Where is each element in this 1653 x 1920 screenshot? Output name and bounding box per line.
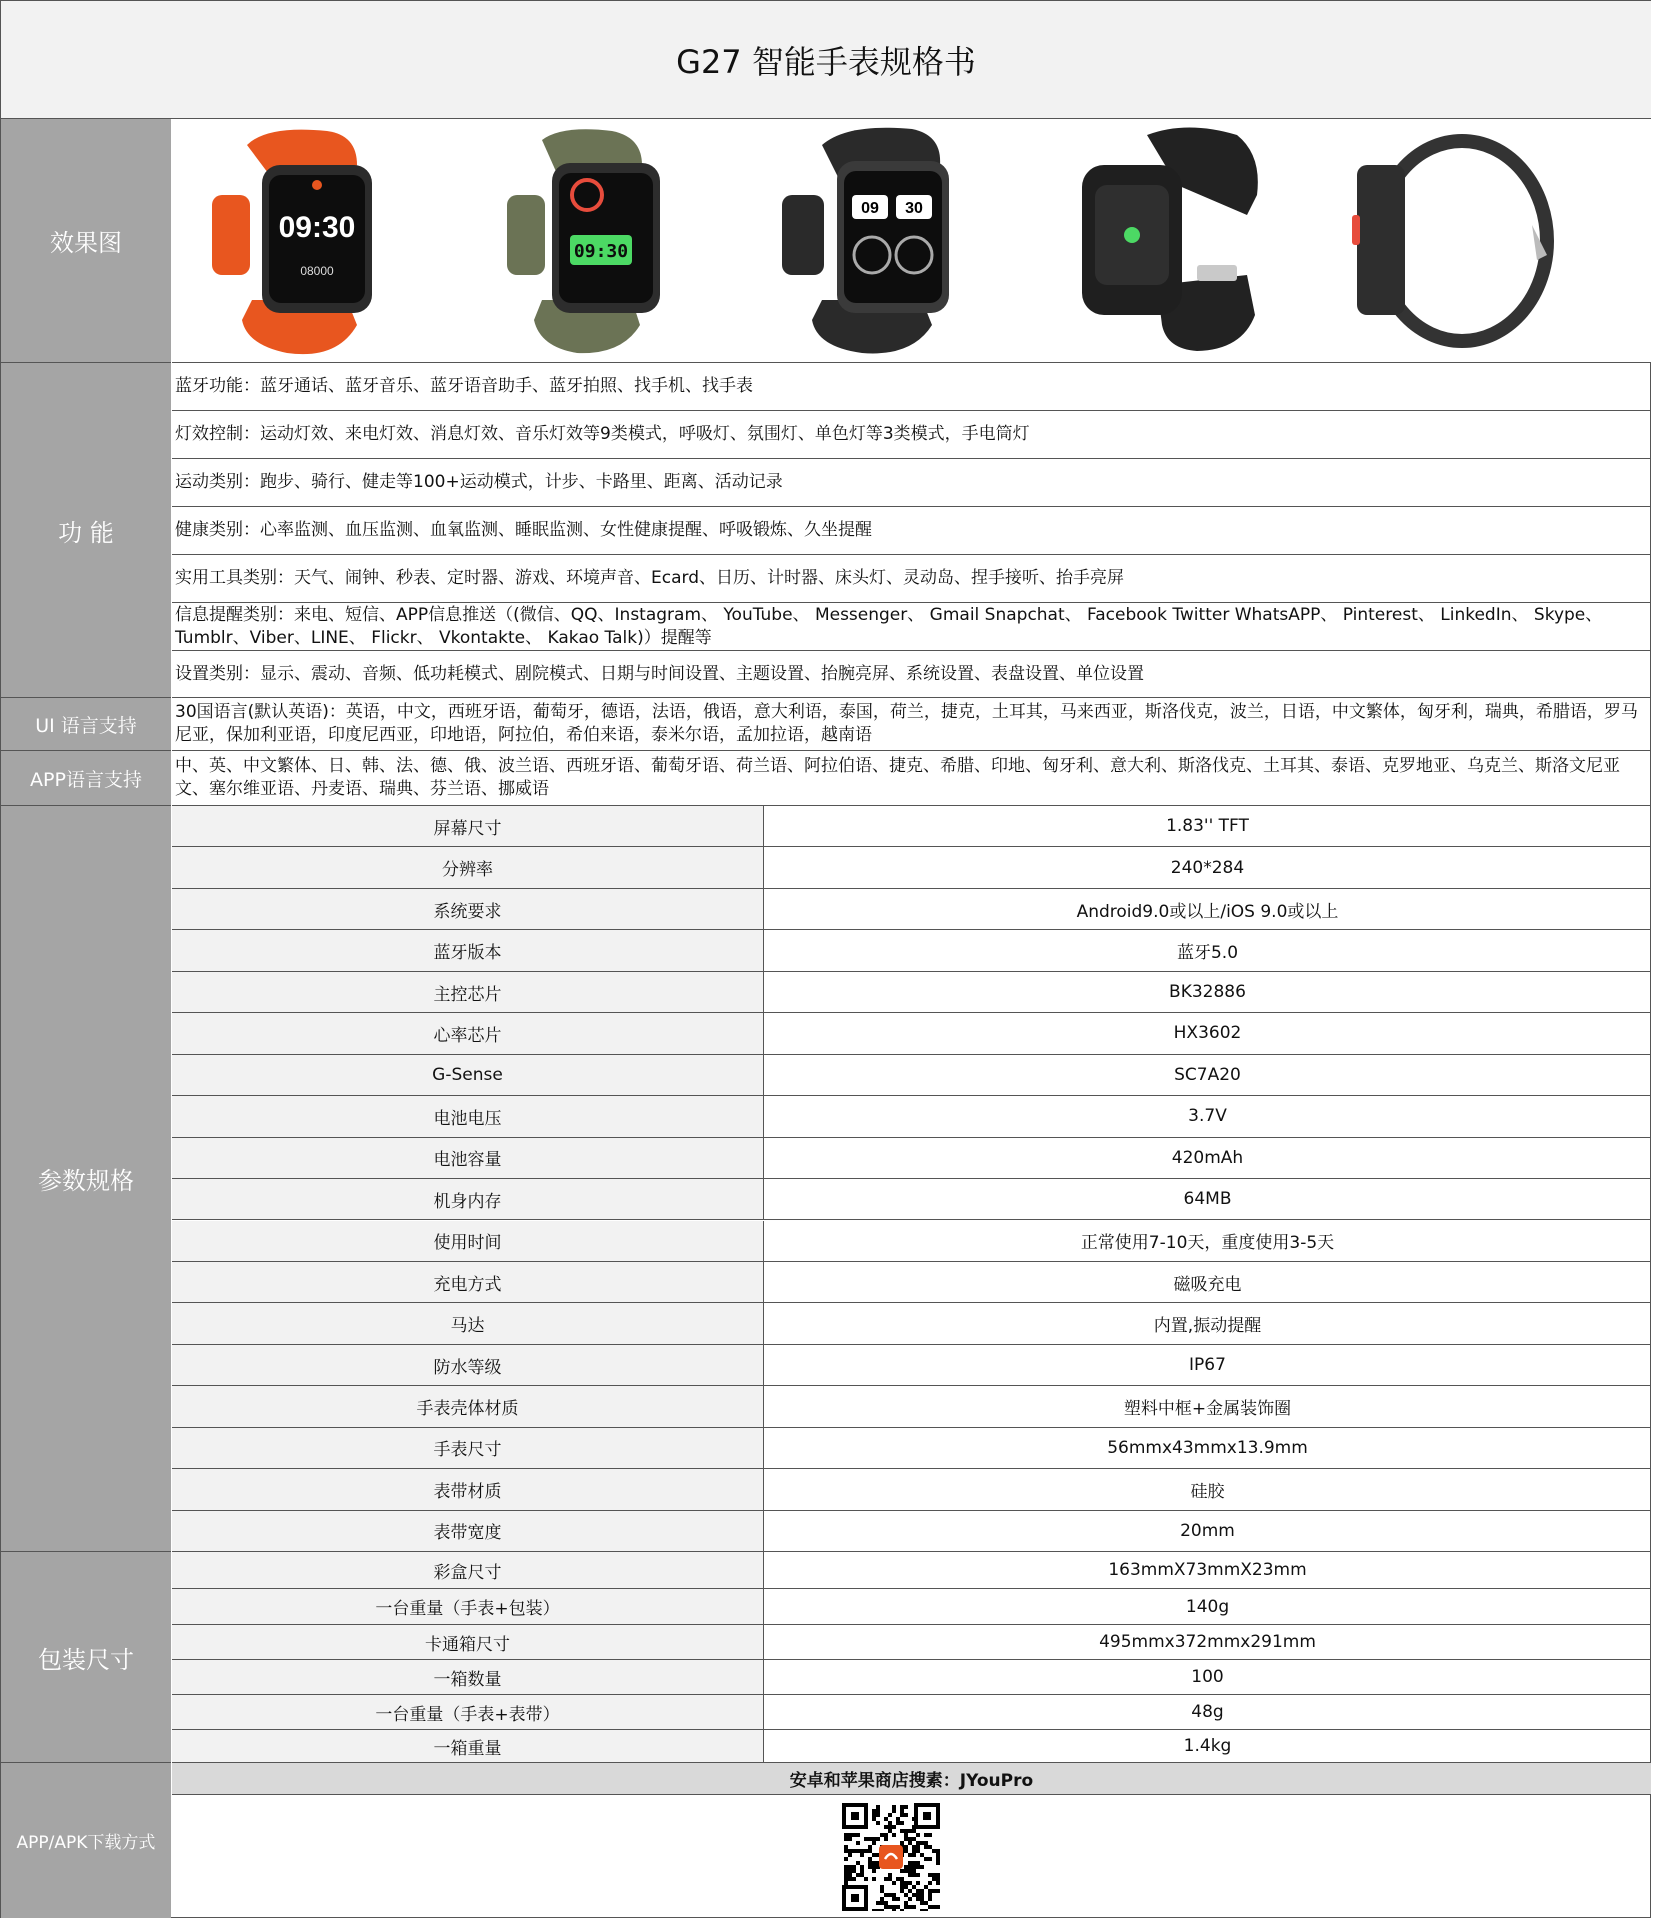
param-key: 表带材质 — [172, 1469, 764, 1509]
param-key: 机身内存 — [172, 1179, 764, 1219]
packing-key: 一箱数量 — [172, 1660, 764, 1694]
param-key: 表带宽度 — [172, 1511, 764, 1551]
param-row — [172, 930, 1651, 971]
section-label-params: 参数规格 — [1, 806, 171, 1552]
param-key: 心率芯片 — [172, 1013, 764, 1053]
packing-value: 163mmX73mmX23mm — [1108, 1560, 1307, 1580]
param-row — [172, 1221, 1651, 1262]
param-key: 电池容量 — [172, 1138, 764, 1178]
param-value: 240*284 — [1170, 857, 1245, 878]
param-row — [172, 1386, 1651, 1427]
param-value: 磁吸充电 — [1173, 1274, 1242, 1295]
param-row — [172, 1511, 1651, 1552]
packing-value: 48g — [1191, 1702, 1224, 1722]
packing-value: 100 — [1191, 1667, 1224, 1687]
function-health: 健康类别：心率监测、血压监测、血氧监测、睡眠监测、女性健康提醒、呼吸锻炼、久坐提醒 — [172, 507, 1651, 555]
packing-value: 1.4kg — [1183, 1736, 1232, 1756]
param-value: HX3602 — [1173, 1023, 1242, 1044]
packing-row — [172, 1730, 1651, 1763]
function-sports: 运动类别：跑步、骑行、健走等100+运动模式，计步、卡路里、距离、活动记录 — [172, 459, 1651, 507]
section-label-ui-language: UI 语言支持 — [1, 698, 171, 751]
function-notifications: 信息提醒类别：来电、短信、APP信息推送（(微信、QQ、Instagram、 YouTube、 Messenger、 Gmail Snapchat、 Facebook Twitter WhatsAPP、 Pinterest、 LinkedIn、 Skype、Tumblr、Viber、LINE、 Flickr、 Vkontakte、 Kakao Talk)）提醒等 — [172, 603, 1651, 651]
packing-row — [172, 1625, 1651, 1660]
watch-image-back — [1077, 125, 1277, 357]
section-label-effect: 效果图 — [1, 119, 171, 363]
param-value: 塑料中框+金属装饰圈 — [1123, 1399, 1292, 1420]
param-key: 蓝牙版本 — [172, 930, 764, 970]
param-row — [172, 1428, 1651, 1469]
watch-image-olive — [492, 125, 692, 357]
param-row — [172, 1096, 1651, 1137]
param-key: 马达 — [172, 1303, 764, 1343]
param-value: 内置,振动提醒 — [1153, 1316, 1262, 1337]
page-title: G27 智能手表规格书 — [1, 1, 1651, 119]
packing-row — [172, 1589, 1651, 1625]
app-logo-icon — [879, 1845, 903, 1869]
packing-value: 140g — [1185, 1596, 1230, 1617]
param-key: 使用时间 — [172, 1221, 764, 1261]
function-settings: 设置类别：显示、震动、音频、低功耗模式、剧院模式、日期与时间设置、主题设置、抬腕亮屏、系统设置、表盘设置、单位设置 — [172, 651, 1651, 698]
param-row — [172, 972, 1651, 1013]
param-value: BK32886 — [1169, 982, 1246, 1003]
packing-key: 卡通箱尺寸 — [172, 1625, 764, 1659]
function-lighting: 灯效控制：运动灯效、来电灯效、消息灯效、音乐灯效等9类模式，呼吸灯、氛围灯、单色灯等3类模式，手电筒灯 — [172, 411, 1651, 459]
param-value: Android9.0或以上/iOS 9.0或以上 — [1076, 901, 1339, 922]
param-key: 分辨率 — [172, 847, 764, 887]
param-key: G-Sense — [172, 1055, 764, 1095]
packing-key: 一台重量（手表+包装） — [172, 1589, 764, 1624]
svg-text:09: 09 — [861, 200, 879, 217]
param-key: 系统要求 — [172, 889, 764, 929]
param-row — [172, 1055, 1651, 1096]
packing-value: 495mmx372mmx291mm — [1099, 1632, 1316, 1652]
param-key: 充电方式 — [172, 1262, 764, 1302]
section-label-packing: 包装尺寸 — [1, 1552, 171, 1763]
param-key: 电池电压 — [172, 1096, 764, 1136]
param-value: 56mmx43mmx13.9mm — [1107, 1437, 1308, 1458]
param-value: IP67 — [1189, 1355, 1226, 1376]
param-value: 64MB — [1183, 1189, 1232, 1210]
watch-image-side — [1352, 125, 1562, 357]
section-label-functions: 功 能 — [1, 363, 171, 698]
packing-row — [172, 1660, 1651, 1695]
svg-text:09:30: 09:30 — [278, 211, 356, 244]
param-value: 硅胶 — [1190, 1481, 1225, 1502]
store-search-text: 安卓和苹果商店搜素：JYouPro — [172, 1763, 1651, 1795]
param-value: SC7A20 — [1174, 1064, 1241, 1085]
product-images — [172, 119, 1651, 363]
param-row — [172, 889, 1651, 930]
section-label-app-language: APP语言支持 — [1, 751, 171, 806]
param-row — [172, 806, 1651, 847]
param-row — [172, 1179, 1651, 1220]
function-bluetooth: 蓝牙功能：蓝牙通话、蓝牙音乐、蓝牙语音助手、蓝牙拍照、找手机、找手表 — [172, 363, 1651, 411]
packing-key: 一箱重量 — [172, 1730, 764, 1762]
param-value: 正常使用7-10天，重度使用3-5天 — [1080, 1233, 1335, 1254]
packing-row — [172, 1695, 1651, 1730]
param-key: 主控芯片 — [172, 972, 764, 1012]
svg-text:08000: 08000 — [300, 264, 334, 278]
watch-image-orange — [207, 125, 407, 357]
param-row — [172, 847, 1651, 888]
param-value: 20mm — [1180, 1520, 1235, 1541]
param-key: 防水等级 — [172, 1345, 764, 1385]
param-row — [172, 1138, 1651, 1179]
param-value: 1.83'' TFT — [1166, 816, 1249, 837]
param-row — [172, 1345, 1651, 1386]
param-value: 3.7V — [1188, 1106, 1227, 1127]
svg-text:09:30: 09:30 — [573, 241, 629, 262]
param-row — [172, 1303, 1651, 1344]
param-row — [172, 1262, 1651, 1303]
section-label-app-download: APP/APK下载方式 — [1, 1763, 171, 1918]
ui-language-list: 30国语言(默认英语)：英语，中文，西班牙语，葡萄牙，德语，法语，俄语，意大利语，泰国，荷兰，捷克，土耳其，马来西亚，斯洛伐克，波兰，日语，中文繁体，匈牙利，瑞典，希腊语，罗马尼亚，保加利亚语，印度尼西亚，印地语，阿拉伯，希伯来语，泰米尔语，孟加拉语，越南语 — [172, 698, 1651, 751]
param-value: 蓝牙5.0 — [1176, 943, 1239, 964]
param-key: 屏幕尺寸 — [172, 806, 764, 846]
function-tools: 实用工具类别：天气、闹钟、秒表、定时器、游戏、环境声音、Ecard、日历、计时器、床头灯、灵动岛、捏手接听、抬手亮屏 — [172, 555, 1651, 603]
param-value: 420mAh — [1171, 1147, 1244, 1168]
app-language-list: 中、英、中文繁体、日、韩、法、德、俄、波兰语、西班牙语、葡萄牙语、荷兰语、阿拉伯语、捷克、希腊、印地、匈牙利、意大利、斯洛伐克、土耳其、泰语、克罗地亚、乌克兰、斯洛文尼亚文、塞尔维亚语、丹麦语、瑞典、芬兰语、挪威语 — [172, 751, 1651, 806]
param-key: 手表尺寸 — [172, 1428, 764, 1468]
packing-key: 一台重量（手表+表带） — [172, 1695, 764, 1729]
param-row — [172, 1469, 1651, 1510]
param-key: 手表壳体材质 — [172, 1386, 764, 1426]
watch-image-black — [772, 125, 982, 357]
param-row — [172, 1013, 1651, 1054]
packing-row — [172, 1552, 1651, 1589]
qr-code[interactable] — [842, 1803, 940, 1911]
packing-key: 彩盒尺寸 — [172, 1552, 764, 1588]
svg-text:30: 30 — [905, 200, 923, 217]
